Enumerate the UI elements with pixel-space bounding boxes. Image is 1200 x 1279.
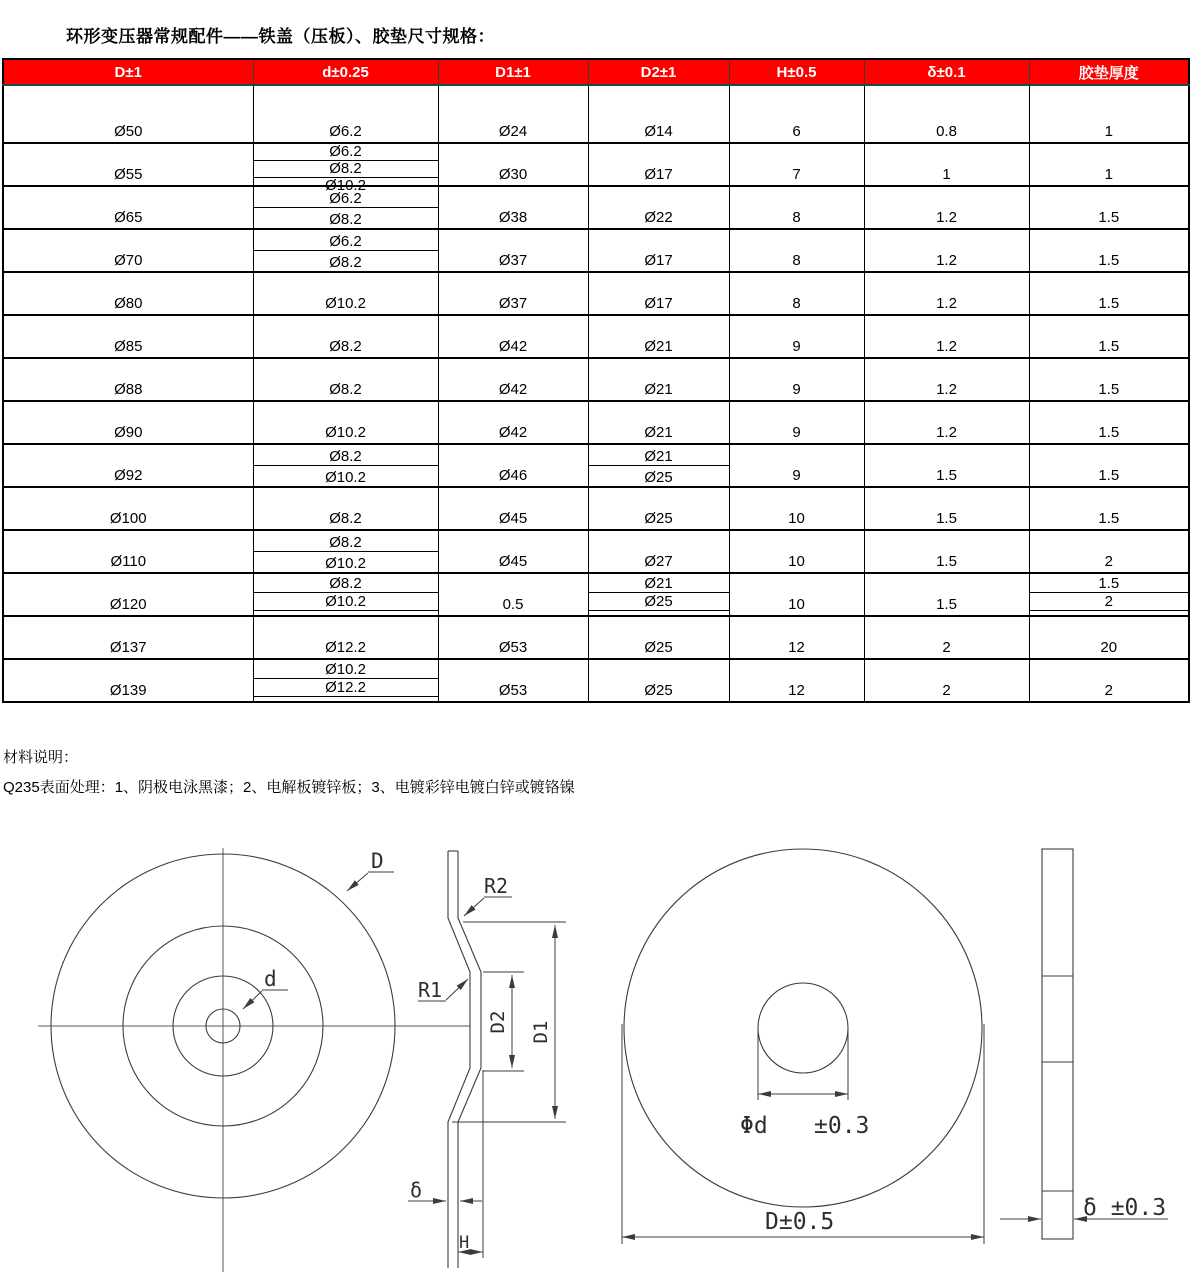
column-header: δ±0.1 [864,59,1029,85]
table-cell: Ø110 [3,530,253,573]
table-row [3,659,1189,702]
spec-table-container [2,58,1188,703]
table-cell: 8 [729,186,864,229]
table-cell: Ø92 [3,444,253,487]
table-cell: 0.8 [864,85,1029,143]
table-cell: Ø30 [438,143,588,186]
technical-drawings [0,820,1200,1279]
table-cell: Ø22 [588,186,729,229]
table-cell: 9 [729,401,864,444]
table-row [3,573,1189,616]
pad-side-profile [1042,849,1073,1239]
table-cell: Ø42 [438,401,588,444]
table-cell: Ø25 [588,487,729,530]
table-cell: Ø100 [3,487,253,530]
section-view-drawing [408,851,566,1268]
table-cell: Ø8.2 Ø10.2 [253,444,438,487]
table-cell: 20 [1029,616,1189,659]
table-cell: Ø90 [3,401,253,444]
table-cell: Ø21 [588,315,729,358]
dim-label-D2: D2 [487,1010,509,1034]
table-cell: Ø17 [588,143,729,186]
table-cell: 1.5 [1029,229,1189,272]
table-cell: Ø25 [588,659,729,702]
table-cell: 1.5 [1029,444,1189,487]
table-cell: Ø85 [3,315,253,358]
table-cell: 12 [729,659,864,702]
table-row [3,143,1189,186]
table-cell: 1.2 [864,186,1029,229]
table-cell: Ø27 [588,530,729,573]
table-cell: 1.5 2 [1029,573,1189,616]
table-cell: Ø10.2 Ø12.2 [253,659,438,702]
table-cell: Ø42 [438,315,588,358]
table-row [3,444,1189,487]
column-header: D1±1 [438,59,588,85]
table-cell: 1 [1029,85,1189,143]
material-note-body: Q235表面处理：1、阴极电泳黑漆；2、电解板镀锌板；3、电镀彩锌电镀白锌或镀铬镍 [3,779,575,796]
table-cell: 1.5 [1029,401,1189,444]
table-cell: 1.5 [864,573,1029,616]
plan-view-drawing [38,848,470,1272]
spec-table [2,58,1190,703]
table-cell: Ø14 [588,85,729,143]
table-cell: Ø137 [3,616,253,659]
table-cell: Ø70 [3,229,253,272]
dim-label-D: D [371,849,384,873]
table-row [3,487,1189,530]
dim-label-delta: δ [410,1178,423,1202]
table-cell: Ø10.2 [253,272,438,315]
table-cell: 10 [729,573,864,616]
pad-top-view-drawing [622,849,984,1244]
table-cell: Ø21 Ø25 [588,573,729,616]
table-cell: 1.5 [864,444,1029,487]
column-header: 胶垫厚度 [1029,59,1189,85]
table-cell: Ø139 [3,659,253,702]
dim-label-D1: D1 [530,1020,552,1044]
table-cell: 8 [729,272,864,315]
table-row [3,85,1189,143]
table-cell: Ø6.2 Ø8.2 [253,186,438,229]
table-cell: 12 [729,616,864,659]
table-cell: 2 [864,659,1029,702]
pad-outer-circle [624,849,982,1207]
table-cell: Ø17 [588,272,729,315]
table-cell: 0.5 [438,573,588,616]
table-cell: Ø88 [3,358,253,401]
dim-label-D-tol: D±0.5 [765,1209,835,1235]
table-cell: 1.2 [864,229,1029,272]
table-cell: Ø25 [588,616,729,659]
table-cell: 9 [729,315,864,358]
table-cell: 1.5 [1029,358,1189,401]
dim-label-R1: R1 [418,978,443,1002]
pad-hole-circle [758,983,848,1073]
table-cell: 1.5 [864,530,1029,573]
table-cell: Ø10.2 [253,401,438,444]
table-cell: Ø21 [588,358,729,401]
table-row [3,315,1189,358]
table-cell: 1.2 [864,358,1029,401]
table-cell: 1.5 [1029,272,1189,315]
table-cell: 1.5 [1029,487,1189,530]
dim-label-H: H [459,1233,470,1253]
table-cell: Ø80 [3,272,253,315]
table-cell: Ø8.2 [253,487,438,530]
table-cell: Ø38 [438,186,588,229]
table-cell: 1.2 [864,401,1029,444]
column-header: D±1 [3,59,253,85]
table-cell: Ø6.2 [253,85,438,143]
table-row [3,530,1189,573]
table-cell: Ø42 [438,358,588,401]
table-cell: Ø45 [438,530,588,573]
table-cell: 1.5 [1029,186,1189,229]
column-header: H±0.5 [729,59,864,85]
table-row [3,358,1189,401]
table-cell: Ø45 [438,487,588,530]
table-cell: Ø6.2 Ø8.2 [253,229,438,272]
table-cell: Ø46 [438,444,588,487]
table-cell: Ø50 [3,85,253,143]
header-row [3,59,1189,85]
dim-label-phi-d-tol: ±0.3 [814,1113,870,1139]
pad-side-view-drawing [1000,849,1168,1239]
table-cell: 2 [864,616,1029,659]
table-cell: Ø24 [438,85,588,143]
table-cell: Ø8.2 [253,315,438,358]
table-cell: 1.5 [1029,315,1189,358]
column-header: d±0.25 [253,59,438,85]
dim-label-d: d [264,967,277,991]
table-cell: Ø21 [588,401,729,444]
table-cell: Ø6.2 Ø8.2 Ø10.2 [253,143,438,186]
column-header: D2±1 [588,59,729,85]
table-cell: Ø53 [438,616,588,659]
table-cell: Ø8.2 [253,358,438,401]
table-cell: 2 [1029,659,1189,702]
table-row [3,401,1189,444]
table-cell: 1 [1029,143,1189,186]
table-cell: 1 [864,143,1029,186]
table-row [3,616,1189,659]
table-cell: Ø21 Ø25 [588,444,729,487]
table-cell: Ø8.2 Ø10.2 [253,530,438,573]
table-cell: 1.2 [864,272,1029,315]
table-cell: Ø37 [438,272,588,315]
table-cell: 2 [1029,530,1189,573]
table-cell: 10 [729,487,864,530]
dim-label-delta-tol: δ ±0.3 [1083,1195,1167,1221]
table-cell: 10 [729,530,864,573]
table-cell: 6 [729,85,864,143]
table-cell: 8 [729,229,864,272]
material-note-heading: 材料说明： [3,749,79,766]
dim-label-R2: R2 [484,874,509,898]
page-title: 环形变压器常规配件——铁盖（压板）、胶垫尺寸规格： [66,27,495,46]
table-cell: Ø55 [3,143,253,186]
table-cell: 1.5 [864,487,1029,530]
table-cell: 9 [729,358,864,401]
table-row [3,272,1189,315]
table-cell: Ø37 [438,229,588,272]
table-cell: Ø120 [3,573,253,616]
table-cell: 1.2 [864,315,1029,358]
table-row [3,229,1189,272]
table-cell: Ø53 [438,659,588,702]
table-row [3,186,1189,229]
table-cell: 7 [729,143,864,186]
table-cell: Ø65 [3,186,253,229]
dim-label-phi-d: Φd [740,1113,768,1139]
table-cell: Ø12.2 [253,616,438,659]
table-cell: 9 [729,444,864,487]
table-cell: Ø17 [588,229,729,272]
table-cell: Ø8.2 Ø10.2 [253,573,438,616]
